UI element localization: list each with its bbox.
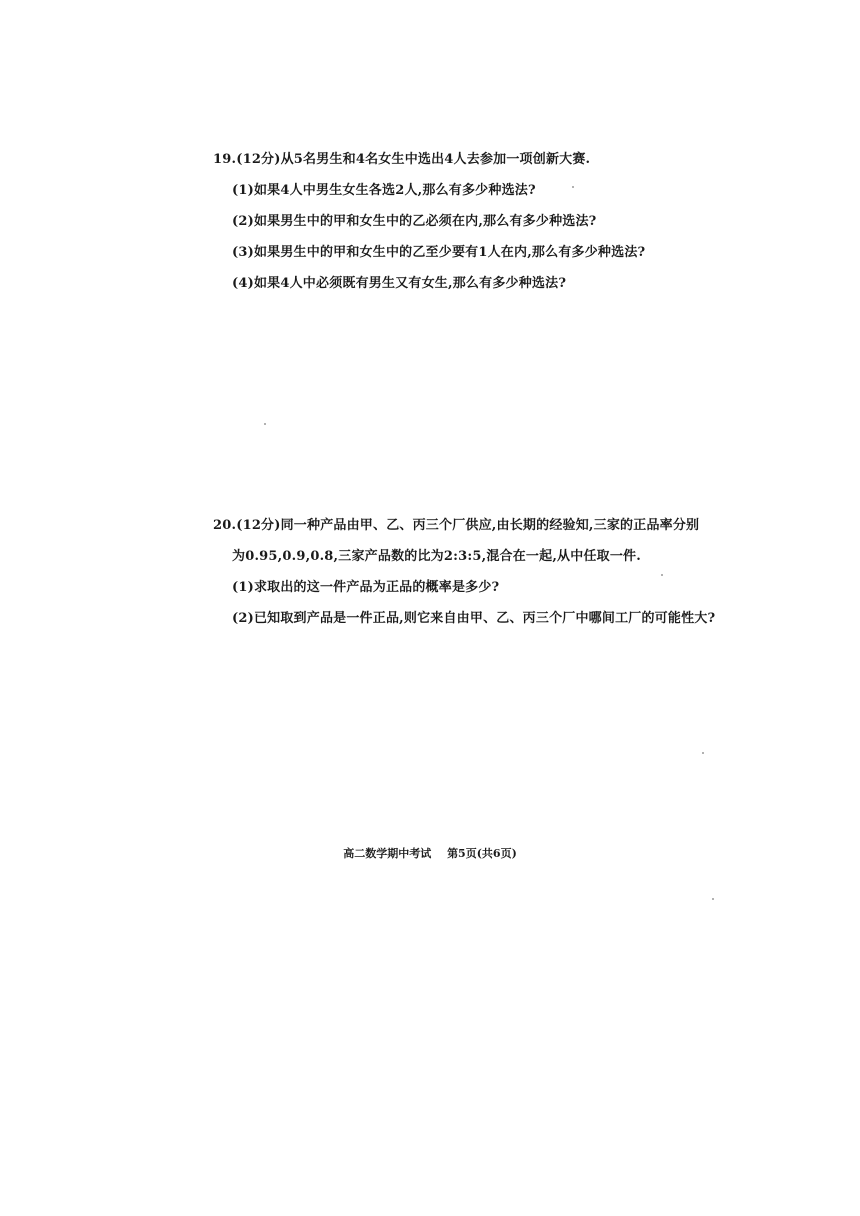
question-20-part-2: (2)已知取到产品是一件正品,则它来自由甲、乙、丙三个厂中哪间工厂的可能性大? [232,611,716,626]
question-19-part-2: (2)如果男生中的甲和女生中的乙必须在内,那么有多少种选法? [232,214,597,229]
scan-speck [264,423,266,425]
scan-speck [572,186,574,188]
scan-speck [702,752,704,754]
scan-speck [661,574,663,576]
page-footer [0,847,860,861]
scan-speck [712,898,714,900]
footer-exam-title: 高二数学期中考试 [343,847,432,860]
question-19-part-1: (1)如果4人中男生女生各选2人,那么有多少种选法? [232,183,536,198]
question-19-part-4: (4)如果4人中必须既有男生又有女生,那么有多少种选法? [232,276,567,291]
question-20-stem: 20.(12分)同一种产品由甲、乙、丙三个厂供应,由长期的经验知,三家的正品率分别 [213,518,700,533]
question-20-stem-continued: 为0.95,0.9,0.8,三家产品数的比为2:3:5,混合在一起,从中任取一件. [232,549,641,564]
question-20-part-1: (1)求取出的这一件产品为正品的概率是多少? [232,580,500,595]
question-19-part-3: (3)如果男生中的甲和女生中的乙至少要有1人在内,那么有多少种选法? [232,245,646,260]
question-19-stem: 19.(12分)从5名男生和4名女生中选出4人去参加一项创新大赛. [213,152,591,167]
footer-page-number: 第5页(共6页) [447,847,517,860]
